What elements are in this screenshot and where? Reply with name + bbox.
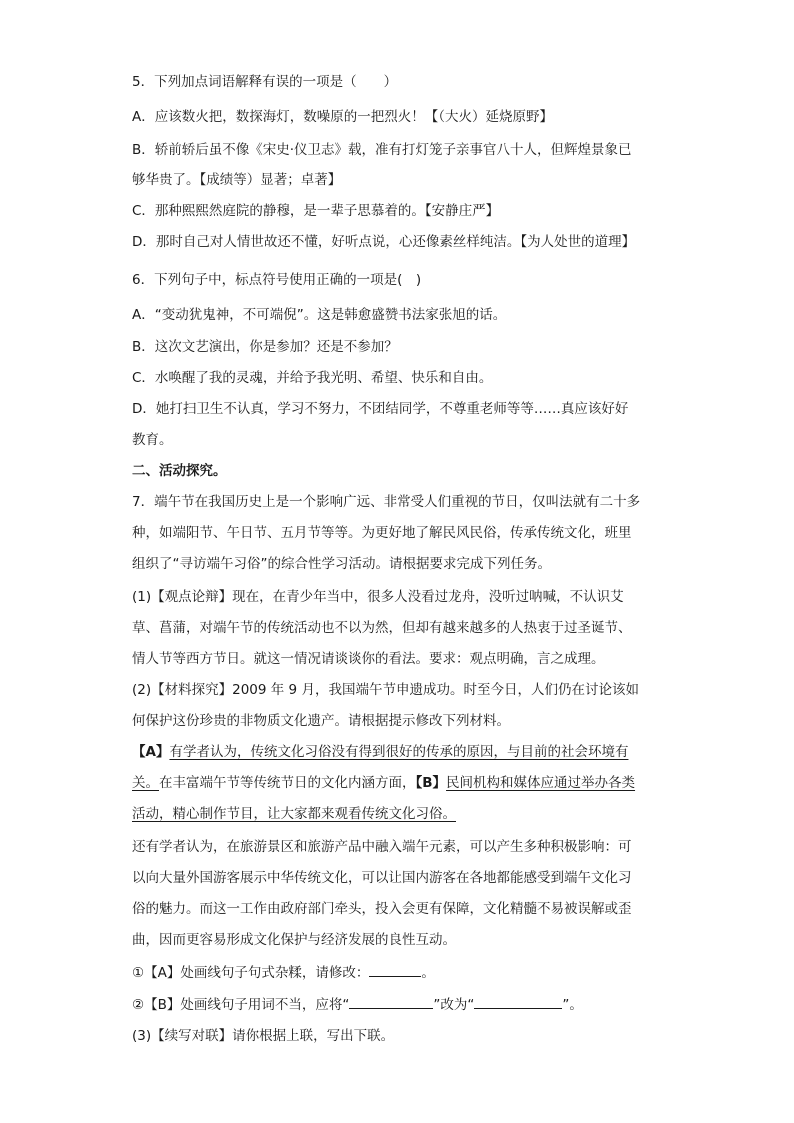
task2-end: ”。 bbox=[562, 997, 583, 1013]
material-line1 bbox=[132, 742, 628, 762]
material-line7: 曲，因而更容易形成文化保护与经济发展的良性互动。 bbox=[132, 932, 456, 948]
task2 bbox=[132, 994, 583, 1015]
q7-part1-line2: 草、菖蒲，对端午节的传统活动也不以为然，但却有越来越多的人热衷于过圣诞节、 bbox=[132, 620, 632, 636]
material-line2 bbox=[132, 773, 635, 793]
q7-intro-line1: 7．端午节在我国历史上是一个影响广远、非常受人们重视的节日，仅叫法就有二十多 bbox=[132, 494, 641, 510]
q5-option-d: D．那时自己对人情世故还不懂，好听点说，心还像素丝样纯洁。【为人处世的道理】 bbox=[132, 234, 636, 250]
material-line6: 俗的魅力。而这一工作由政府部门牵头，投入会更有保障，文化精髓不易被误解或歪 bbox=[132, 901, 632, 917]
task1-end: 。 bbox=[421, 965, 435, 981]
q5-option-c: C．那种熙熙然庭院的静穆，是一辈子思慕着的。【安静庄严】 bbox=[132, 203, 500, 219]
q7-part2-line2: 何保护这份珍贵的非物质文化遗产。请根据提示修改下列材料。 bbox=[132, 713, 510, 729]
underlined-sentence-b: 民间机构和媒体应通过举办各类 bbox=[446, 775, 636, 791]
q6-stem: 6．下列句子中，标点符号使用正确的一项是( ) bbox=[132, 272, 422, 288]
q5-option-b-line1: B．轿前轿后虽不像《宋史·仪卫志》载，准有打灯笼子亲事官八十人，但辉煌景象已 bbox=[132, 142, 632, 158]
task2-answer-blank-1[interactable] bbox=[349, 994, 433, 1009]
task1 bbox=[132, 962, 435, 983]
marker-a: 【A】 bbox=[132, 744, 170, 760]
material-line3 bbox=[132, 804, 456, 824]
q7-part1-line3: 情人节等西方节日。就这一情况请谈谈你的看法。要求：观点明确，言之成理。 bbox=[132, 651, 605, 667]
q5-stem: 5．下列加点词语解释有误的一项是（ ） bbox=[132, 74, 398, 90]
q6-option-a: A．“变动犹鬼神，不可端倪”。这是韩愈盛赞书法家张旭的话。 bbox=[132, 307, 507, 323]
underlined-sentence-a-end: 关。 bbox=[132, 775, 159, 791]
material-line4: 还有学者认为，在旅游景区和旅游产品中融入端午元素，可以产生多种积极影响：可 bbox=[132, 839, 632, 855]
task1-answer-blank[interactable] bbox=[369, 962, 421, 977]
marker-b: 【B】 bbox=[415, 775, 447, 791]
task2-prompt: ②【B】处画线句子用词不当，应将“ bbox=[132, 997, 350, 1013]
q5-option-a: A．应该数火把，数探海灯，数噪原的一把烈火！【（大火）延烧原野】 bbox=[132, 109, 553, 125]
q7-intro-line2: 种，如端阳节、午日节、五月节等等。为更好地了解民风民俗，传承传统文化，班里 bbox=[132, 525, 632, 541]
q6-option-c: C．水唤醒了我的灵魂，并给予我光明、希望、快乐和自由。 bbox=[132, 370, 493, 386]
material-line5: 以向大量外国游客展示中华传统文化，可以让国内游客在各地都能感受到端午文化习 bbox=[132, 870, 632, 886]
q6-option-d-line1: D．她打扫卫生不认真，学习不努力，不团结同学，不尊重老师等等……真应该好好 bbox=[132, 401, 629, 417]
section-2-title: 二、活动探究。 bbox=[132, 463, 227, 479]
q7-part3: (3)【续写对联】请你根据上联，写出下联。 bbox=[132, 1028, 395, 1044]
task1-prompt: ①【A】处画线句子句式杂糅，请修改： bbox=[132, 965, 370, 981]
material-text: 在丰富端午节等传统节日的文化内涵方面， bbox=[159, 775, 416, 791]
q5-option-b-line2: 够华贵了。【成绩等）显著；卓著】 bbox=[132, 172, 342, 188]
underlined-sentence-b-end: 活动，精心制作节目，让大家都来观看传统文化习俗。 bbox=[132, 806, 456, 822]
q6-option-b: B．这次文艺演出，你是参加？还是不参加？ bbox=[132, 339, 398, 355]
underlined-sentence-a: 有学者认为，传统文化习俗没有得到很好的传承的原因，与目前的社会环境有 bbox=[169, 744, 629, 760]
q6-option-d-line2: 教育。 bbox=[132, 432, 173, 448]
task2-answer-blank-2[interactable] bbox=[474, 994, 562, 1009]
q7-part2-line1: (2)【材料探究】2009 年 9 月，我国端午节申遗成功。时至今日，人们仍在讨论该如 bbox=[132, 682, 639, 698]
task2-mid: ”改为“ bbox=[433, 997, 475, 1013]
q7-part1-line1: (1)【观点论辩】现在，在青少年当中，很多人没看过龙舟，没听过呐喊，不认识艾 bbox=[132, 589, 624, 605]
q7-intro-line3: 组织了“寻访端午习俗”的综合性学习活动。请根据要求完成下列任务。 bbox=[132, 556, 551, 572]
